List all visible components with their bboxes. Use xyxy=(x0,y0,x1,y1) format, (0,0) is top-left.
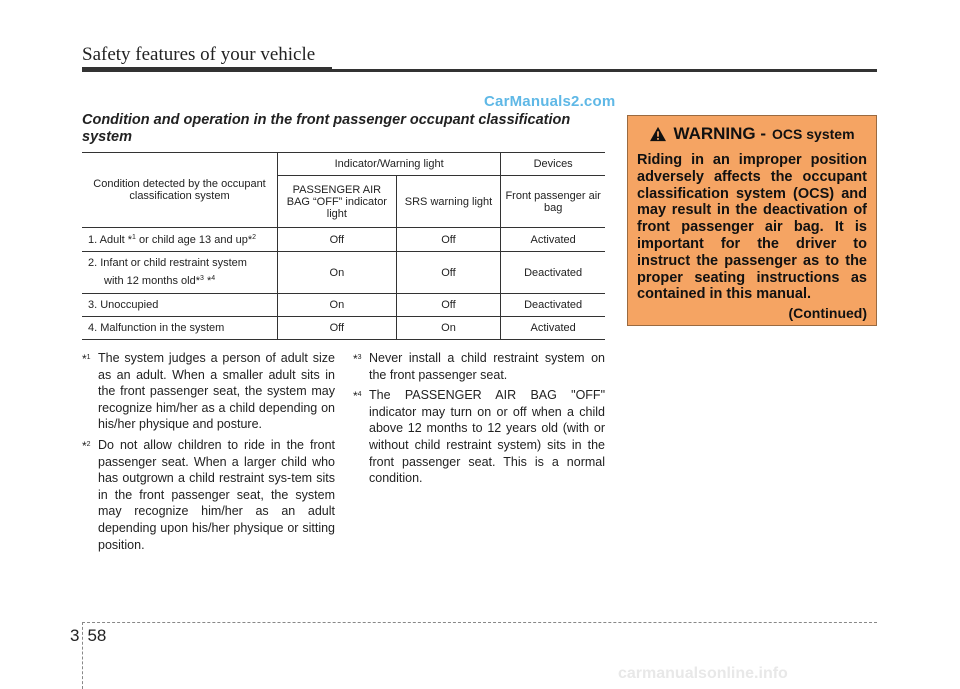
page-number xyxy=(70,626,106,646)
watermark-bottom: carmanualsonline.info xyxy=(618,665,788,682)
row-condition: 1. Adult *$^1$ or child age 13 and up*$^2$ xyxy=(82,228,278,252)
row-pab: Off xyxy=(278,228,397,252)
header-front-airbag: Front passenger air bag xyxy=(501,176,605,228)
warning-triangle-icon xyxy=(649,126,667,142)
row-airbag: Deactivated xyxy=(501,294,605,317)
footnote-text: The system judges a person of adult size as an adult. When a smaller adult sits in the front passenger seat, the system may recognize him/her as a child depending on his/her physique and posture. xyxy=(98,351,335,432)
row-srs: Off xyxy=(396,294,501,317)
footnote-marker: *$^1$ xyxy=(82,352,91,366)
row-airbag: Deactivated xyxy=(501,252,605,294)
row-pab: On xyxy=(278,252,397,294)
row-pab: Off xyxy=(278,317,397,340)
footnotes-left xyxy=(82,350,335,557)
page-footer-rule xyxy=(82,622,877,623)
footnote-marker: *$^4$ xyxy=(353,389,362,404)
footnote-1 xyxy=(82,350,335,437)
footnote-marker: *$^2$ xyxy=(82,438,91,453)
footnote-text: Never install a child restraint system on the front passenger seat. xyxy=(369,351,605,382)
page-header-title: Safety features of your vehicle xyxy=(82,44,316,65)
row-srs: Off xyxy=(396,228,501,252)
footnote-2 xyxy=(82,437,335,557)
warning-title: WARNING - xyxy=(673,124,767,143)
page-number-value: 58 xyxy=(87,626,107,645)
footnotes-right xyxy=(353,350,605,491)
warning-text: Riding in an improper position adversely affects the occupant classification system (OCS) and may result in the deactivation of front passenger air bag. It is important for the driver to instruct the passenger as to the proper seating instructions as contained in this manual. xyxy=(637,152,867,303)
chapter-number: 3 xyxy=(70,626,80,645)
row-condition: 2. Infant or child restraint system with 12 months old*$^3$ *$^4$ xyxy=(82,252,278,294)
footnote-3 xyxy=(353,350,605,387)
warning-heading xyxy=(637,124,867,144)
row-airbag: Activated xyxy=(501,228,605,252)
ocs-condition-table xyxy=(82,152,605,340)
row-srs: Off xyxy=(396,252,501,294)
row-airbag: Activated xyxy=(501,317,605,340)
header-devices: Devices xyxy=(501,153,605,176)
table-row xyxy=(82,294,605,317)
section-title: Condition and operation in the front passenger occupant classification system xyxy=(82,112,571,145)
table-row xyxy=(82,317,605,340)
footnote-text: The PASSENGER AIR BAG "OFF" indicator may turn on or off when a child above 12 months to 12 years old (with or without child restraint system) sits in the front passenger seat. This is a normal condition. xyxy=(369,388,605,486)
watermark-link[interactable]: CarManuals2.com xyxy=(484,93,616,110)
table-row xyxy=(82,228,605,252)
row-srs: On xyxy=(396,317,501,340)
footnote-text: Do not allow children to ride in the front passenger seat. When a larger child who has outgrown a child restraint sys-tem sits in the front passenger seat, the system may recognize him/her as an adult depending upon his/her physique or sitting position. xyxy=(98,437,335,552)
row-pab: On xyxy=(278,294,397,317)
footnote-4 xyxy=(353,387,605,491)
header-passenger-airbag-light: PASSENGER AIR BAG “OFF” indicator light xyxy=(278,176,397,228)
header-indicator-group: Indicator/Warning light xyxy=(278,153,501,176)
row-condition: 4. Malfunction in the system xyxy=(82,317,278,340)
warning-subtitle: OCS system xyxy=(772,126,855,142)
warning-box xyxy=(627,115,877,326)
header-srs-light: SRS warning light xyxy=(396,176,501,228)
row-condition: 3. Unoccupied xyxy=(82,294,278,317)
header-rule xyxy=(82,69,877,72)
footnote-marker: *$^3$ xyxy=(353,352,362,366)
table-row xyxy=(82,252,605,294)
warning-continued: (Continued) xyxy=(788,305,867,322)
header-condition: Condition detected by the occupant classification system xyxy=(82,153,278,228)
